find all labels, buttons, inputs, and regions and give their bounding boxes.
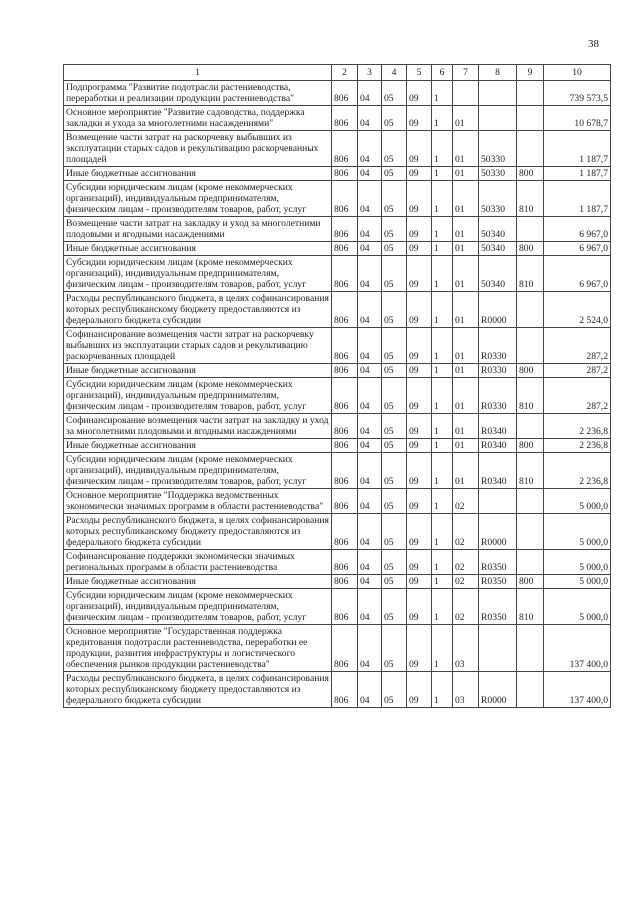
row-amount: 10 678,7 bbox=[544, 106, 611, 131]
column-header: 3 bbox=[358, 65, 382, 81]
row-name: Возмещение части затрат на закладку и уход за многолетними плодовыми и ягодными насаждениями bbox=[64, 217, 332, 242]
code-section: 04 bbox=[358, 242, 382, 256]
column-header: 4 bbox=[382, 65, 407, 81]
code-direction: R0340 bbox=[479, 453, 517, 489]
table-row bbox=[64, 589, 611, 625]
code-program: 09 bbox=[407, 439, 432, 453]
row-name: Субсидии юридическим лицам (кроме некоммерческих организаций), индивидуальным предпринимателям, физическим лицам - производителям товаров, работ, услуг bbox=[64, 181, 332, 217]
row-amount: 287,2 bbox=[544, 378, 611, 414]
code-subsection: 05 bbox=[382, 378, 407, 414]
code-section: 04 bbox=[358, 378, 382, 414]
code-subprogram: 1 bbox=[432, 514, 453, 550]
code-expense-type: 800 bbox=[517, 167, 544, 181]
code-section: 04 bbox=[358, 550, 382, 575]
code-subprogram: 1 bbox=[432, 328, 453, 364]
column-header: 10 bbox=[544, 65, 611, 81]
code-section: 04 bbox=[358, 575, 382, 589]
row-name: Иные бюджетные ассигнования bbox=[64, 439, 332, 453]
code-subprogram: 1 bbox=[432, 292, 453, 328]
code-section: 04 bbox=[358, 589, 382, 625]
code-measure: 01 bbox=[453, 106, 479, 131]
code-subsection: 05 bbox=[382, 514, 407, 550]
row-name: Субсидии юридическим лицам (кроме некоммерческих организаций), индивидуальным предпринимателям, физическим лицам - производителям товаров, работ, услуг bbox=[64, 378, 332, 414]
code-subprogram: 1 bbox=[432, 453, 453, 489]
row-name: Субсидии юридическим лицам (кроме некоммерческих организаций), индивидуальным предпринимателям, физическим лицам - производителям товаров, работ, услуг bbox=[64, 453, 332, 489]
code-program: 09 bbox=[407, 625, 432, 672]
table-row bbox=[64, 378, 611, 414]
code-ministry: 806 bbox=[332, 672, 358, 708]
code-subsection: 05 bbox=[382, 181, 407, 217]
code-measure: 01 bbox=[453, 242, 479, 256]
code-ministry: 806 bbox=[332, 453, 358, 489]
code-subprogram: 1 bbox=[432, 81, 453, 106]
code-section: 04 bbox=[358, 489, 382, 514]
code-section: 04 bbox=[358, 439, 382, 453]
row-amount: 739 573,5 bbox=[544, 81, 611, 106]
code-measure: 01 bbox=[453, 131, 479, 167]
table-header-row bbox=[64, 65, 611, 81]
code-measure: 01 bbox=[453, 167, 479, 181]
code-measure: 02 bbox=[453, 550, 479, 575]
row-amount: 6 967,0 bbox=[544, 256, 611, 292]
code-section: 04 bbox=[358, 217, 382, 242]
code-direction: 50340 bbox=[479, 217, 517, 242]
code-expense-type: 800 bbox=[517, 439, 544, 453]
code-subsection: 05 bbox=[382, 364, 407, 378]
code-subsection: 05 bbox=[382, 489, 407, 514]
code-program: 09 bbox=[407, 550, 432, 575]
code-expense-type: 800 bbox=[517, 242, 544, 256]
column-header: 6 bbox=[432, 65, 453, 81]
row-name: Иные бюджетные ассигнования bbox=[64, 167, 332, 181]
code-ministry: 806 bbox=[332, 217, 358, 242]
code-subprogram: 1 bbox=[432, 672, 453, 708]
code-expense-type bbox=[517, 292, 544, 328]
code-program: 09 bbox=[407, 378, 432, 414]
row-name: Подпрограмма "Развитие подотрасли растениеводства, переработки и реализации продукции растениеводства" bbox=[64, 81, 332, 106]
code-ministry: 806 bbox=[332, 378, 358, 414]
code-measure: 02 bbox=[453, 589, 479, 625]
code-ministry: 806 bbox=[332, 414, 358, 439]
code-subprogram: 1 bbox=[432, 439, 453, 453]
column-header: 2 bbox=[332, 65, 358, 81]
code-subsection: 05 bbox=[382, 292, 407, 328]
row-amount: 6 967,0 bbox=[544, 242, 611, 256]
row-name: Иные бюджетные ассигнования bbox=[64, 575, 332, 589]
code-ministry: 806 bbox=[332, 550, 358, 575]
table-row bbox=[64, 489, 611, 514]
code-measure: 01 bbox=[453, 217, 479, 242]
code-subsection: 05 bbox=[382, 167, 407, 181]
code-expense-type bbox=[517, 131, 544, 167]
code-measure: 01 bbox=[453, 181, 479, 217]
row-name: Субсидии юридическим лицам (кроме некоммерческих организаций), индивидуальным предпринимателям, физическим лицам - производителям товаров, работ, услуг bbox=[64, 589, 332, 625]
code-expense-type: 810 bbox=[517, 453, 544, 489]
row-amount: 5 000,0 bbox=[544, 489, 611, 514]
code-expense-type bbox=[517, 672, 544, 708]
code-direction bbox=[479, 489, 517, 514]
code-subsection: 05 bbox=[382, 575, 407, 589]
code-direction: R0340 bbox=[479, 439, 517, 453]
code-subsection: 05 bbox=[382, 131, 407, 167]
code-program: 09 bbox=[407, 328, 432, 364]
row-amount: 2 524,0 bbox=[544, 292, 611, 328]
code-program: 09 bbox=[407, 167, 432, 181]
code-section: 04 bbox=[358, 514, 382, 550]
table-row bbox=[64, 167, 611, 181]
table-row bbox=[64, 181, 611, 217]
code-measure: 02 bbox=[453, 575, 479, 589]
code-subsection: 05 bbox=[382, 439, 407, 453]
code-expense-type bbox=[517, 328, 544, 364]
code-subsection: 05 bbox=[382, 242, 407, 256]
code-section: 04 bbox=[358, 292, 382, 328]
table-row bbox=[64, 439, 611, 453]
code-measure: 01 bbox=[453, 414, 479, 439]
row-amount: 287,2 bbox=[544, 364, 611, 378]
code-program: 09 bbox=[407, 364, 432, 378]
code-subprogram: 1 bbox=[432, 414, 453, 439]
code-direction bbox=[479, 81, 517, 106]
code-subsection: 05 bbox=[382, 414, 407, 439]
code-subprogram: 1 bbox=[432, 167, 453, 181]
code-direction: R0330 bbox=[479, 364, 517, 378]
row-name: Основное мероприятие "Государственная поддержка кредитования подотрасли растениеводства, переработки ее продукции, развития инфраструктуры и логистического обеспечения рынков продукции растениеводства" bbox=[64, 625, 332, 672]
table-row bbox=[64, 81, 611, 106]
code-ministry: 806 bbox=[332, 242, 358, 256]
row-amount: 2 236,8 bbox=[544, 453, 611, 489]
code-subsection: 05 bbox=[382, 256, 407, 292]
code-measure: 03 bbox=[453, 625, 479, 672]
code-ministry: 806 bbox=[332, 131, 358, 167]
code-expense-type bbox=[517, 217, 544, 242]
row-amount: 5 000,0 bbox=[544, 575, 611, 589]
code-direction: R0000 bbox=[479, 514, 517, 550]
code-subsection: 05 bbox=[382, 550, 407, 575]
code-subprogram: 1 bbox=[432, 625, 453, 672]
code-section: 04 bbox=[358, 453, 382, 489]
code-ministry: 806 bbox=[332, 589, 358, 625]
code-section: 04 bbox=[358, 106, 382, 131]
code-subsection: 05 bbox=[382, 589, 407, 625]
table-row bbox=[64, 292, 611, 328]
code-measure: 03 bbox=[453, 672, 479, 708]
row-name: Иные бюджетные ассигнования bbox=[64, 242, 332, 256]
code-direction bbox=[479, 625, 517, 672]
code-program: 09 bbox=[407, 242, 432, 256]
code-subprogram: 1 bbox=[432, 575, 453, 589]
table-row bbox=[64, 328, 611, 364]
code-section: 04 bbox=[358, 131, 382, 167]
row-name: Расходы республиканского бюджета, в целях софинансирования которых республиканскому бюджету предоставляются из федерального бюджета субсидии bbox=[64, 514, 332, 550]
code-direction: 50330 bbox=[479, 131, 517, 167]
code-subsection: 05 bbox=[382, 328, 407, 364]
row-name: Основное мероприятие "Поддержка ведомственных экономически значимых программ в области растениеводства" bbox=[64, 489, 332, 514]
column-header: 8 bbox=[479, 65, 517, 81]
code-ministry: 806 bbox=[332, 625, 358, 672]
code-subprogram: 1 bbox=[432, 242, 453, 256]
code-section: 04 bbox=[358, 181, 382, 217]
row-amount: 2 236,8 bbox=[544, 414, 611, 439]
code-ministry: 806 bbox=[332, 328, 358, 364]
column-header: 9 bbox=[517, 65, 544, 81]
code-measure: 01 bbox=[453, 292, 479, 328]
code-section: 04 bbox=[358, 364, 382, 378]
row-name: Расходы республиканского бюджета, в целях софинансирования которых республиканскому бюджету предоставляются из федерального бюджета субсидии bbox=[64, 672, 332, 708]
code-subprogram: 1 bbox=[432, 589, 453, 625]
table-row bbox=[64, 414, 611, 439]
code-section: 04 bbox=[358, 414, 382, 439]
code-measure: 01 bbox=[453, 256, 479, 292]
code-direction: R0000 bbox=[479, 292, 517, 328]
code-program: 09 bbox=[407, 81, 432, 106]
table-row bbox=[64, 672, 611, 708]
code-ministry: 806 bbox=[332, 292, 358, 328]
table-row bbox=[64, 217, 611, 242]
code-subsection: 05 bbox=[382, 106, 407, 131]
code-subprogram: 1 bbox=[432, 131, 453, 167]
row-name: Софинансирование возмещения части затрат на раскорчевку выбывших из эксплуатации старых садов и рекультивацию раскорчеванных площадей bbox=[64, 328, 332, 364]
code-subprogram: 1 bbox=[432, 256, 453, 292]
code-expense-type: 810 bbox=[517, 181, 544, 217]
code-subprogram: 1 bbox=[432, 489, 453, 514]
row-amount: 1 187,7 bbox=[544, 167, 611, 181]
row-name: Расходы республиканского бюджета, в целях софинансирования которых республиканскому бюджету предоставляются из федерального бюджета субсидии bbox=[64, 292, 332, 328]
row-amount: 2 236,8 bbox=[544, 439, 611, 453]
code-measure: 01 bbox=[453, 328, 479, 364]
row-name: Софинансирование поддержки экономически значимых региональных программ в области растениеводства bbox=[64, 550, 332, 575]
code-section: 04 bbox=[358, 256, 382, 292]
table-row bbox=[64, 131, 611, 167]
code-program: 09 bbox=[407, 589, 432, 625]
code-program: 09 bbox=[407, 514, 432, 550]
code-expense-type bbox=[517, 514, 544, 550]
code-expense-type bbox=[517, 489, 544, 514]
row-name: Софинансирование возмещения части затрат на закладку и уход за многолетними плодовыми и ягодными насаждениями bbox=[64, 414, 332, 439]
code-program: 09 bbox=[407, 106, 432, 131]
code-program: 09 bbox=[407, 672, 432, 708]
code-ministry: 806 bbox=[332, 106, 358, 131]
column-header: 5 bbox=[407, 65, 432, 81]
code-expense-type: 800 bbox=[517, 575, 544, 589]
code-direction: R0350 bbox=[479, 575, 517, 589]
code-expense-type: 810 bbox=[517, 589, 544, 625]
table-row bbox=[64, 453, 611, 489]
code-subprogram: 1 bbox=[432, 181, 453, 217]
code-expense-type bbox=[517, 81, 544, 106]
code-section: 04 bbox=[358, 625, 382, 672]
code-direction: 50340 bbox=[479, 242, 517, 256]
code-program: 09 bbox=[407, 292, 432, 328]
code-program: 09 bbox=[407, 489, 432, 514]
row-amount: 1 187,7 bbox=[544, 181, 611, 217]
code-program: 09 bbox=[407, 575, 432, 589]
code-section: 04 bbox=[358, 167, 382, 181]
code-subprogram: 1 bbox=[432, 217, 453, 242]
code-section: 04 bbox=[358, 81, 382, 106]
code-ministry: 806 bbox=[332, 489, 358, 514]
code-subsection: 05 bbox=[382, 81, 407, 106]
code-subsection: 05 bbox=[382, 672, 407, 708]
row-name: Основное мероприятие "Развитие садоводства, поддержка закладки и ухода за многолетними насаждениями" bbox=[64, 106, 332, 131]
code-ministry: 806 bbox=[332, 575, 358, 589]
table-row bbox=[64, 256, 611, 292]
code-measure: 01 bbox=[453, 439, 479, 453]
table-row bbox=[64, 625, 611, 672]
table-row bbox=[64, 550, 611, 575]
code-subprogram: 1 bbox=[432, 550, 453, 575]
code-ministry: 806 bbox=[332, 256, 358, 292]
code-measure: 01 bbox=[453, 378, 479, 414]
code-expense-type bbox=[517, 550, 544, 575]
code-direction: 50330 bbox=[479, 181, 517, 217]
code-ministry: 806 bbox=[332, 167, 358, 181]
code-direction: R0000 bbox=[479, 672, 517, 708]
code-direction: 50330 bbox=[479, 167, 517, 181]
code-subsection: 05 bbox=[382, 453, 407, 489]
table-row bbox=[64, 106, 611, 131]
row-amount: 5 000,0 bbox=[544, 589, 611, 625]
code-measure: 02 bbox=[453, 514, 479, 550]
column-header: 7 bbox=[453, 65, 479, 81]
row-amount: 5 000,0 bbox=[544, 514, 611, 550]
code-expense-type bbox=[517, 414, 544, 439]
code-subsection: 05 bbox=[382, 625, 407, 672]
code-expense-type: 810 bbox=[517, 256, 544, 292]
code-subprogram: 1 bbox=[432, 106, 453, 131]
page-number: 38 bbox=[588, 38, 599, 50]
code-subprogram: 1 bbox=[432, 378, 453, 414]
code-measure: 01 bbox=[453, 364, 479, 378]
row-amount: 287,2 bbox=[544, 328, 611, 364]
code-direction: R0350 bbox=[479, 550, 517, 575]
code-program: 09 bbox=[407, 256, 432, 292]
code-program: 09 bbox=[407, 414, 432, 439]
code-direction: R0330 bbox=[479, 328, 517, 364]
row-amount: 6 967,0 bbox=[544, 217, 611, 242]
code-ministry: 806 bbox=[332, 514, 358, 550]
row-amount: 137 400,0 bbox=[544, 625, 611, 672]
code-direction: R0330 bbox=[479, 378, 517, 414]
table-row bbox=[64, 364, 611, 378]
row-name: Иные бюджетные ассигнования bbox=[64, 364, 332, 378]
code-expense-type bbox=[517, 625, 544, 672]
row-amount: 5 000,0 bbox=[544, 550, 611, 575]
code-expense-type: 800 bbox=[517, 364, 544, 378]
code-ministry: 806 bbox=[332, 181, 358, 217]
code-measure: 02 bbox=[453, 489, 479, 514]
code-program: 09 bbox=[407, 131, 432, 167]
code-direction: R0340 bbox=[479, 414, 517, 439]
table-row bbox=[64, 575, 611, 589]
code-ministry: 806 bbox=[332, 439, 358, 453]
code-subsection: 05 bbox=[382, 217, 407, 242]
code-expense-type: 810 bbox=[517, 378, 544, 414]
code-program: 09 bbox=[407, 217, 432, 242]
row-name: Возмещение части затрат на раскорчевку выбывших из эксплуатации старых садов и рекультивацию раскорчеванных площадей bbox=[64, 131, 332, 167]
code-ministry: 806 bbox=[332, 364, 358, 378]
table-row bbox=[64, 242, 611, 256]
code-subprogram: 1 bbox=[432, 364, 453, 378]
code-section: 04 bbox=[358, 328, 382, 364]
row-name: Субсидии юридическим лицам (кроме некоммерческих организаций), индивидуальным предпринимателям, физическим лицам - производителям товаров, работ, услуг bbox=[64, 256, 332, 292]
budget-table bbox=[63, 64, 611, 708]
row-amount: 137 400,0 bbox=[544, 672, 611, 708]
code-measure: 01 bbox=[453, 453, 479, 489]
code-expense-type bbox=[517, 106, 544, 131]
code-ministry: 806 bbox=[332, 81, 358, 106]
code-direction: R0350 bbox=[479, 589, 517, 625]
code-section: 04 bbox=[358, 672, 382, 708]
row-amount: 1 187,7 bbox=[544, 131, 611, 167]
code-measure bbox=[453, 81, 479, 106]
code-direction bbox=[479, 106, 517, 131]
column-header: 1 bbox=[64, 65, 332, 81]
code-program: 09 bbox=[407, 453, 432, 489]
table-row bbox=[64, 514, 611, 550]
code-program: 09 bbox=[407, 181, 432, 217]
code-direction: 50340 bbox=[479, 256, 517, 292]
